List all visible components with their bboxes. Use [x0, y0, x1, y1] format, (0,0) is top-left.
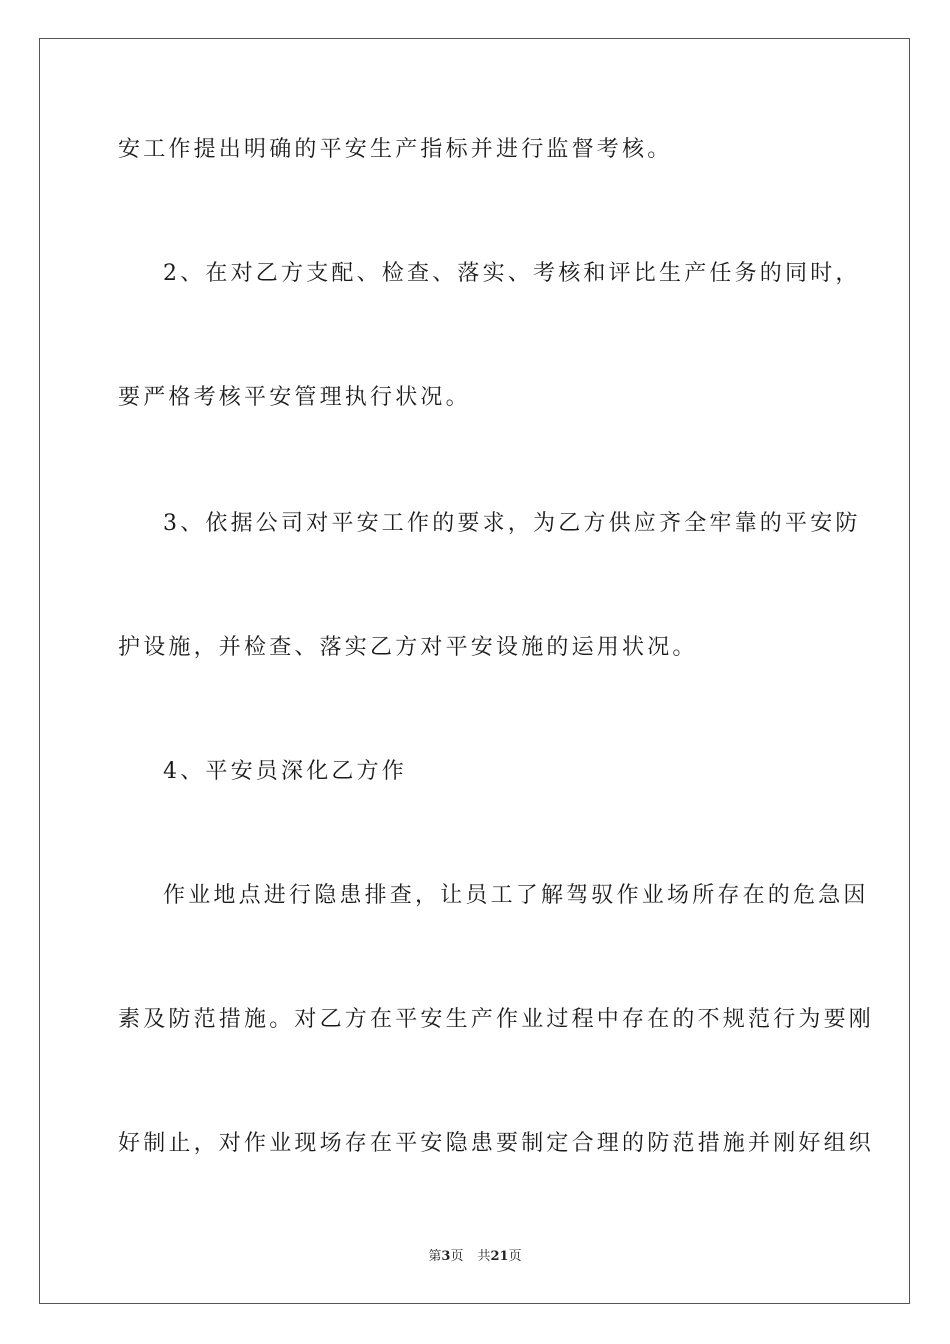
paragraph-line: 安工作提出明确的平安生产指标并进行监督考核。 — [118, 137, 673, 162]
page-suffix: 页 — [450, 1249, 464, 1264]
paragraph-line: 好制止，对作业现场存在平安隐患要制定合理的防范措施并刚好组织 — [118, 1131, 875, 1156]
page-footer — [0, 1248, 950, 1266]
page-prefix: 第 — [428, 1249, 442, 1264]
page-border — [39, 38, 910, 1304]
total-prefix: 共 — [477, 1249, 491, 1264]
page-number: 3 — [441, 1249, 451, 1264]
total-suffix: 页 — [508, 1249, 522, 1264]
page-total: 21 — [490, 1249, 509, 1264]
paragraph-line: 作业地点进行隐患排查，让员工了解驾驭作业场所存在的危急因 — [163, 883, 869, 908]
paragraph-line: 素及防范措施。对乙方在平安生产作业过程中存在的不规范行为要刚 — [118, 1007, 875, 1032]
paragraph-line: 要严格考核平安管理执行状况。 — [118, 385, 471, 410]
paragraph-line: 4、平安员深化乙方作 — [163, 759, 407, 784]
paragraph-line: 3、依据公司对平安工作的要求，为乙方供应齐全牢靠的平安防 — [163, 511, 861, 536]
paragraph-line: 护设施，并检查、落实乙方对平安设施的运用状况。 — [118, 635, 698, 660]
paragraph-line: 2、在对乙方支配、检查、落实、考核和评比生产任务的同时， — [163, 261, 861, 286]
